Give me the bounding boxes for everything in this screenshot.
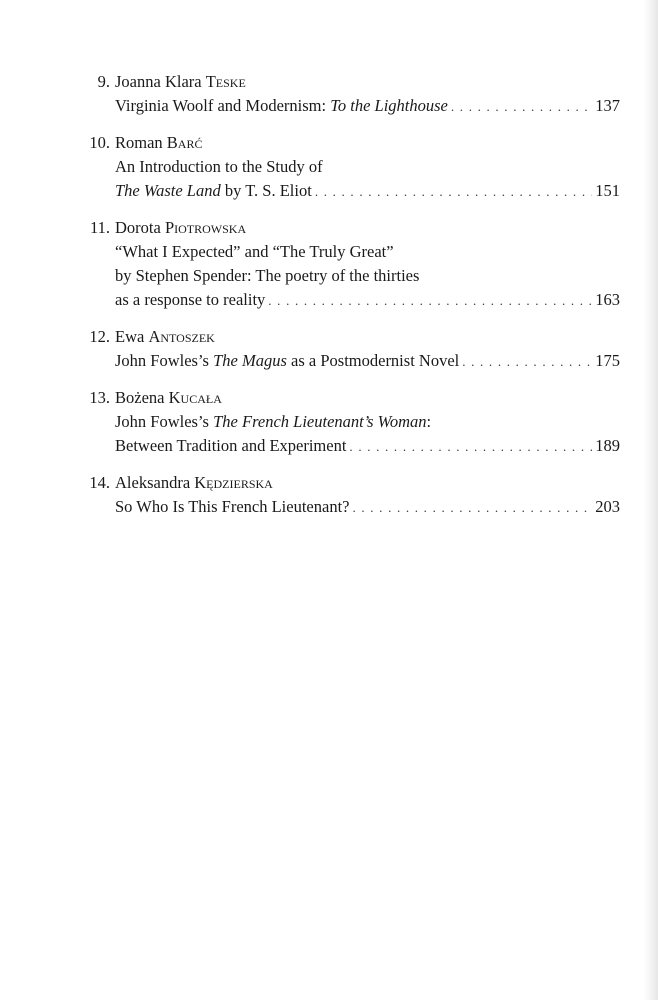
title-line (82, 179, 620, 204)
title-part: Between Tradition and Experiment (115, 436, 347, 455)
title-part: An Introduction to the Study of (115, 157, 323, 176)
page-number[interactable]: 163 (595, 290, 620, 309)
entry-number: 14. (89, 473, 110, 492)
entry-number: 10. (89, 133, 110, 152)
dot-leader (352, 496, 592, 520)
entry-number: 12. (89, 327, 110, 346)
page-edge-shadow (644, 0, 658, 1000)
title-text (115, 155, 323, 179)
title-line (82, 349, 620, 374)
dot-leader (462, 350, 592, 374)
author-surname: Teske (205, 72, 246, 91)
author-name (115, 216, 246, 240)
dot-leader (451, 95, 592, 119)
title-text (115, 179, 312, 203)
author-line (82, 216, 620, 240)
author-name (115, 131, 202, 155)
title-text (115, 434, 346, 458)
toc-entry (82, 131, 620, 204)
dot-leader (315, 180, 592, 204)
title-part: as a Postmodernist Novel (286, 351, 460, 370)
author-first-name: Bożena (115, 388, 169, 407)
title-text (115, 349, 459, 373)
page-number[interactable]: 151 (595, 181, 620, 200)
author-line (82, 471, 620, 495)
title-part: by Stephen Spender: The poetry of the thirties (115, 266, 420, 285)
title-part: by T. S. Eliot (220, 181, 312, 200)
table-of-contents (82, 70, 620, 532)
title-italic-part: The French Lieutenant’s Woman (213, 412, 427, 431)
page-number[interactable]: 203 (595, 497, 620, 516)
title-text (115, 288, 265, 312)
author-line (82, 325, 620, 349)
entry-number: 11. (89, 218, 110, 237)
title-italic-part: The Magus (213, 351, 287, 370)
title-text (115, 495, 349, 519)
author-line (82, 386, 620, 410)
title-text (115, 264, 419, 288)
title-part: as a response to reality (115, 290, 266, 309)
page-number[interactable]: 175 (595, 351, 620, 370)
title-line (82, 94, 620, 119)
author-surname: Piotrowska (164, 218, 247, 237)
page-number[interactable]: 137 (595, 96, 620, 115)
title-part: “What I Expected” and “The Truly Great” (115, 242, 394, 261)
title-line (82, 410, 620, 434)
title-part: So Who Is This French Lieutenant? (115, 497, 350, 516)
author-first-name: Joanna Klara (115, 72, 206, 91)
toc-entry (82, 471, 620, 520)
author-name (115, 471, 273, 495)
author-name (115, 386, 222, 410)
toc-entry (82, 216, 620, 313)
author-name (115, 325, 215, 349)
toc-entry (82, 70, 620, 119)
author-surname: Kucała (168, 388, 222, 407)
author-line (82, 131, 620, 155)
title-part: John Fowles’s (115, 351, 214, 370)
title-text (115, 94, 448, 118)
author-first-name: Aleksandra (115, 473, 195, 492)
author-name (115, 70, 246, 94)
title-italic-part: The Waste Land (115, 181, 221, 200)
toc-entry (82, 386, 620, 459)
author-surname: Antoszek (148, 327, 215, 346)
title-line (82, 264, 620, 288)
title-line (82, 495, 620, 520)
author-surname: Kędzierska (194, 473, 273, 492)
author-line (82, 70, 620, 94)
toc-entry (82, 325, 620, 374)
author-first-name: Ewa (115, 327, 149, 346)
title-line (82, 434, 620, 459)
title-line (82, 240, 620, 264)
title-part: : (426, 412, 432, 431)
author-first-name: Dorota (115, 218, 165, 237)
page-number[interactable]: 189 (595, 436, 620, 455)
title-italic-part: To the Lighthouse (330, 96, 448, 115)
dot-leader (349, 435, 592, 459)
entry-number: 9. (97, 72, 110, 91)
title-part: Virginia Woolf and Modernism: (115, 96, 331, 115)
title-line (82, 288, 620, 313)
title-part: John Fowles’s (115, 412, 214, 431)
entry-number: 13. (89, 388, 110, 407)
title-line (82, 155, 620, 179)
title-text (115, 410, 431, 434)
title-text (115, 240, 394, 264)
author-surname: Barć (166, 133, 203, 152)
author-first-name: Roman (115, 133, 167, 152)
dot-leader (268, 289, 592, 313)
